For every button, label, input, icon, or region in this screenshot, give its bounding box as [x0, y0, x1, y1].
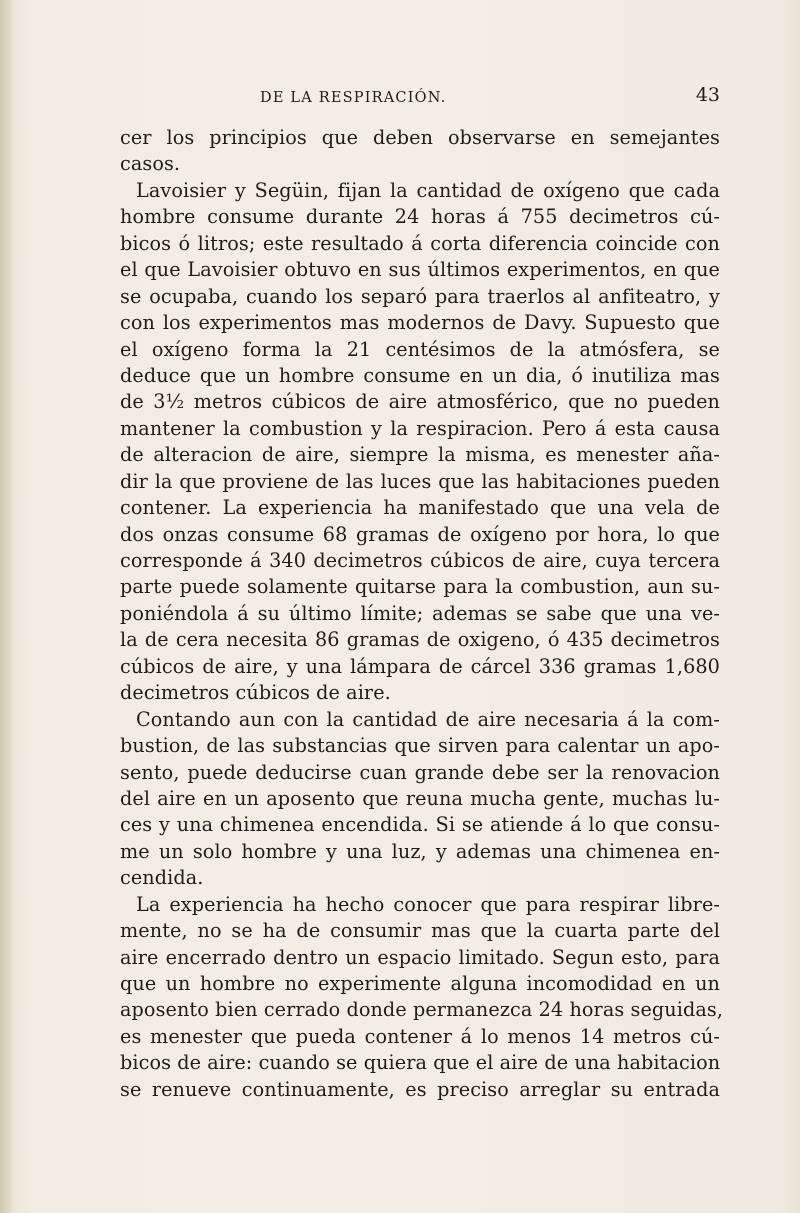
- text-line: decimetros cúbicos de aire.: [120, 681, 391, 705]
- page-gutter-shadow: [0, 0, 14, 1213]
- text-line: del aire en un aposento que reuna mucha gente, muchas lu-: [120, 786, 720, 810]
- text-line: hombre consume durante 24 horas á 755 decimetros cú-: [120, 205, 720, 229]
- text-line: La experiencia ha hecho conocer que para respirar libre-: [136, 892, 720, 916]
- running-title: DE LA RESPIRACIÓN.: [260, 90, 447, 106]
- text-line: mantener la combustion y la respiracion. Pero á esta causa: [120, 416, 720, 440]
- text-line: la de cera necesita 86 gramas de oxigeno, ó 435 decimetros: [120, 628, 720, 652]
- text-line: cer los principios que deben observarse en semejantes: [120, 126, 720, 149]
- text-line: sento, puede deducirse cuan grande debe ser la renovacion: [120, 760, 720, 784]
- text-line: de 3½ metros cúbicos de aire atmosférico, que no pueden: [120, 390, 720, 414]
- text-line: cúbicos de aire, y una lámpara de cárcel 336 gramas 1,680: [120, 654, 720, 678]
- text-line: parte puede solamente quitarse para la combustion, aun su-: [120, 575, 720, 599]
- text-line: Contando aun con la cantidad de aire necesaria á la com-: [136, 707, 720, 731]
- text-line: me un solo hombre y una luz, y ademas una chimenea en-: [120, 839, 720, 863]
- page-number: 43: [695, 84, 720, 106]
- text-line: bicos ó litros; este resultado á corta diferencia coincide con: [120, 231, 720, 255]
- text-line: el oxígeno forma la 21 centésimos de la atmósfera, se: [120, 337, 720, 361]
- text-line: de alteracion de aire, siempre la misma, es menester aña-: [120, 443, 720, 467]
- text-line: con los experimentos mas modernos de Davy. Supuesto que: [120, 311, 720, 335]
- text-line: se renueve continuamente, es preciso arreglar su entrada: [120, 1077, 720, 1101]
- text-line: ces y una chimenea encendida. Si se atiende á lo que consu-: [120, 813, 720, 837]
- text-line: se ocupaba, cuando los separó para traerlos al anfiteatro, y: [120, 284, 720, 308]
- text-line: aire encerrado dentro un espacio limitado. Segun esto, para: [120, 945, 720, 969]
- text-line: casos.: [120, 152, 181, 176]
- text-line: mente, no se ha de consumir mas que la cuarta parte del: [120, 919, 720, 943]
- text-line: el que Lavoisier obtuvo en sus últimos experimentos, en que: [120, 258, 720, 282]
- text-line: cendida.: [120, 866, 204, 890]
- text-line: dir la que proviene de las luces que las habitaciones pueden: [120, 469, 720, 493]
- text-line: dos onzas consume 68 gramas de oxígeno por hora, lo que: [120, 522, 720, 546]
- text-line: corresponde á 340 decimetros cúbicos de aire, cuya tercera: [120, 549, 720, 572]
- text-line: contener. La experiencia ha manifestado que una vela de: [120, 496, 720, 520]
- text-line: es menester que pueda contener á lo menos 14 metros cú-: [120, 1024, 720, 1048]
- text-line: poniéndola á su último límite; ademas se sabe que una ve-: [120, 601, 720, 625]
- text-line: Lavoisier y Següin, fijan la cantidad de oxígeno que cada: [136, 178, 720, 202]
- text-line: bicos de aire: cuando se quiera que el aire de una habitacion: [120, 1051, 721, 1075]
- text-line: aposento bien cerrado donde permanezca 24 horas seguidas,: [120, 998, 724, 1022]
- body-text: [120, 125, 724, 1103]
- text-line: bustion, de las substancias que sirven para calentar un apo-: [120, 734, 720, 758]
- text-line: que un hombre no experimente alguna incomodidad en un: [120, 972, 720, 995]
- text-line: deduce que un hombre consume en un dia, ó inutiliza mas: [120, 363, 720, 387]
- page-header: [120, 84, 720, 110]
